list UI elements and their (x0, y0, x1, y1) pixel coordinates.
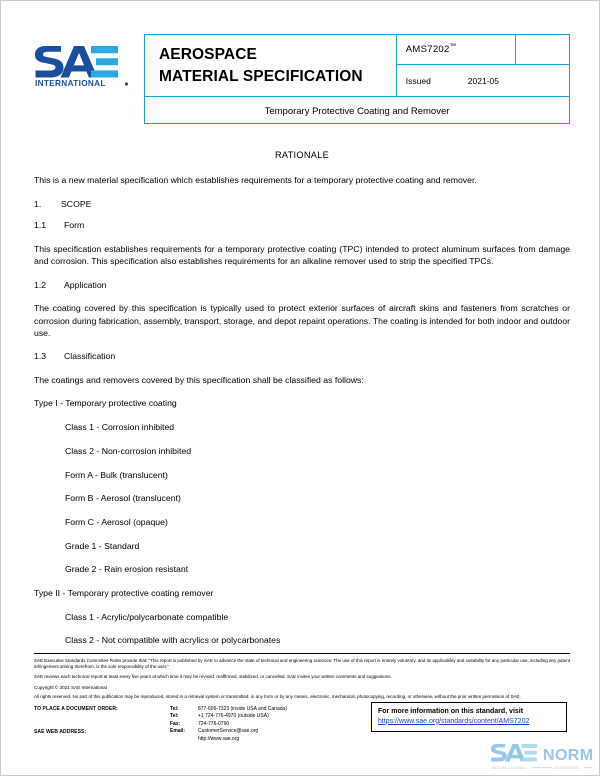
section-paragraph-classification: The coatings and removers covered by this specification shall be classified as follows: (34, 375, 364, 386)
order-label: TO PLACE A DOCUMENT ORDER: (34, 705, 118, 712)
sae-international-logo-icon (34, 40, 132, 88)
issued-label: Issued (405, 75, 431, 86)
classification-item: Class 2 - Not compatible with acrylics or polycarbonates (65, 635, 281, 646)
document-subject-text: Temporary Protective Coating and Remover (264, 106, 450, 117)
title-line-aerospace: AEROSPACE (159, 45, 257, 63)
issued-cell (396, 65, 569, 97)
contact-value: 724-776-0790 (198, 720, 230, 727)
contact-key: Tel: (170, 713, 179, 720)
contact-value: +1 724-776-4970 (outside USA) (198, 713, 269, 720)
section-label-scope: SCOPE (61, 198, 92, 209)
contact-labels (34, 706, 170, 744)
page-content (34, 34, 570, 660)
classification-item: Class 1 - Acrylic/polycarbonate compatible (65, 611, 229, 622)
section-number-application: 1.2 (34, 279, 47, 290)
contact-key: Fax: (170, 720, 181, 727)
header-info-table (144, 34, 570, 124)
section-paragraph-form: This specification establishes requirements for a temporary protective coating (TPC) intended to protect aluminum surfaces from damage and corrosion. This specification also establishes requirements for an alkaline remover used to strip the specified TPCs. (34, 243, 570, 267)
contact-key: Email: (170, 728, 186, 735)
contact-value-email[interactable]: CustomerService@sae.org (198, 728, 259, 735)
document-number-value: AMS7202 (405, 44, 450, 56)
classification-item: Grade 2 - Rain erosion resistant (65, 564, 189, 575)
section-number-form: 1.1 (34, 220, 47, 231)
contact-key (170, 736, 198, 744)
sae-norm-watermark (490, 742, 594, 776)
section-label-application: Application (64, 279, 107, 290)
contact-value-website[interactable]: http://www.sae.org (198, 735, 240, 742)
section-heading-scope (34, 200, 570, 209)
sae-norm-watermark-icon (490, 742, 594, 772)
section-heading-form (34, 221, 570, 230)
classification-item: Form A - Bulk (translucent) (65, 469, 168, 480)
header-blank-cell-top (516, 35, 570, 65)
section-heading-classification (34, 352, 570, 361)
classification-item: Type I - Temporary protective coating (34, 398, 177, 409)
contact-row-website[interactable] (170, 736, 570, 744)
legal-notice-review-policy: SAE reviews each technical report at least every five years at which time it may be revised, reaffirmed, stabilized, or cancelled. SAE invites your written comments and suggestions. (34, 673, 392, 679)
section-paragraph-application: The coating covered by this specification is typically used to protect exterior surfaces of aircraft skins and fasteners from scratches or corrosion during fabrication, assembly, transport, storage, and depot repaint operations. The coating is intended for both indoor and outdoor use. (34, 303, 570, 339)
sae-logo-container (34, 34, 144, 88)
rights-reserved-notice: All rights reserved. No part of this publication may be reproduced, stored in a retrieval system or transmitted, in any form or by any means, electronic, mechanical, photocopying, recording, or otherwise, without the prior written permission of SAE. (34, 693, 521, 699)
contact-value: 877-606-7323 (inside USA and Canada) (198, 705, 287, 712)
contact-key: Tel: (170, 705, 179, 712)
document-body (34, 151, 570, 645)
classification-item: Form C - Aerosol (opaque) (65, 516, 168, 527)
more-information-text: For more information on this standard, visit (378, 707, 524, 715)
document-subject-cell (145, 97, 570, 124)
document-number-cell (396, 35, 516, 65)
document-header (34, 34, 570, 134)
contact-information (34, 706, 570, 744)
trademark-symbol: ™ (449, 43, 457, 51)
copyright-notice: Copyright © 2021 SAE International (34, 684, 107, 690)
web-address-label: SAE WEB ADDRESS: (34, 728, 87, 735)
svg-text:INTERNATIONAL: INTERNATIONAL (35, 79, 106, 88)
footer-divider (34, 653, 570, 654)
rationale-heading: RATIONALE (274, 150, 330, 160)
section-number-scope: 1. (34, 198, 42, 209)
legal-notice-committee-rules: SAE Executive Standards Committee Rules provide that: “This report is published by SAE to advance the state of technical and engineering sciences. The use of this report is entirely voluntary, and its applicability and suitability for any particular use, including any patent infringement arising therefrom, is the sole responsibility of the user.” (34, 658, 570, 669)
section-label-classification: Classification (64, 351, 116, 362)
classification-item: Type II - Temporary protective coating remover (34, 588, 214, 599)
classification-item: Grade 1 - Standard (65, 540, 140, 551)
issued-date-value: 2021-05 (467, 75, 499, 86)
standard-url-link[interactable]: https://www.sae.org/standards/content/AMS7202 (378, 717, 530, 725)
svg-text:INTERNATIONAL: INTERNATIONAL (492, 766, 527, 770)
section-heading-application (34, 281, 570, 290)
rationale-paragraph: This is a new material specification which establishes requirements for a temporary protective coating and remover. (34, 175, 477, 186)
classification-item: Class 2 - Non-corrosion inhibited (65, 445, 192, 456)
document-title-cell (145, 35, 397, 97)
svg-text:STANDARDS: STANDARDS (554, 766, 579, 770)
section-number-classification: 1.3 (34, 351, 47, 362)
title-line-material-specification: MATERIAL SPECIFICATION (159, 67, 363, 85)
header-row-subject (145, 97, 570, 124)
classification-item: Form B - Aerosol (translucent) (65, 493, 181, 504)
classification-list (34, 399, 570, 645)
section-label-form: Form (64, 220, 85, 231)
document-footer (34, 653, 570, 743)
classification-item: Class 1 - Corrosion inhibited (65, 422, 175, 433)
more-information-box (371, 702, 567, 732)
svg-text:NORM: NORM (543, 747, 594, 764)
header-row-title (145, 35, 570, 65)
